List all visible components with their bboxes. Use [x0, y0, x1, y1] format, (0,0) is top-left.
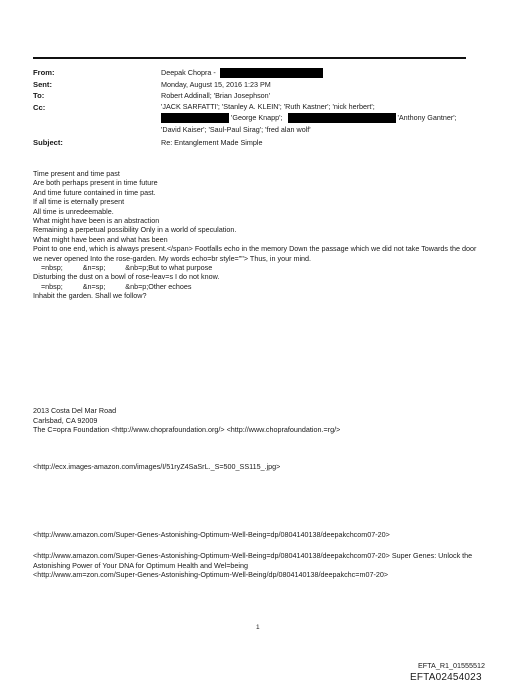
- redaction-bar: [220, 68, 323, 78]
- from-value: [161, 68, 323, 78]
- signature-block: [33, 406, 340, 435]
- sent-label: Sent:: [33, 80, 52, 89]
- cc-line-2: [161, 113, 457, 123]
- amazon-link-3: <http://www.am=zon.com/Super-Genes-Astonishing-Optimum-Well-Being/dp/0804140138/deepakchc=m07-20>: [33, 570, 389, 579]
- body-line: Disturbing the dust on a bowl of rose-leav=s I do not know.: [33, 272, 220, 282]
- to-label: To:: [33, 91, 45, 100]
- image-link: <http://ecx.images-amazon.com/images/I/51ryZ4SaSrL._S=500_SS115_.jpg>: [33, 462, 281, 471]
- body-line: If all time is eternally present: [33, 197, 125, 207]
- message-body: [33, 169, 483, 301]
- header-rule: [33, 57, 466, 59]
- body-line: Are both perhaps present in time future: [33, 178, 158, 188]
- body-line: All time is unredeemable.: [33, 206, 114, 216]
- efta-stamp-small: EFTA_R1_01555512: [418, 661, 485, 670]
- efta-stamp-large: EFTA02454023: [410, 672, 482, 683]
- from-label: From:: [33, 68, 55, 77]
- body-line: What might have been is an abstraction: [33, 216, 160, 226]
- from-name: Deepak Chopra -: [161, 68, 216, 77]
- cc-line-3: 'David Kaiser'; 'Saul-Paul Sirag'; 'fred alan wolf': [161, 125, 311, 134]
- cc-george: 'George Knapp';: [231, 113, 283, 122]
- body-line: Time present and time past: [33, 169, 120, 178]
- cc-label: Cc:: [33, 103, 46, 112]
- subject-value: Re: Entanglement Made Simple: [161, 138, 263, 147]
- body-line: =nbsp; &n=sp; &nb=p;Other echoes: [33, 281, 192, 291]
- body-line: Inhabit the garden. Shall we follow?: [33, 291, 147, 301]
- subject-label: Subject:: [33, 138, 63, 147]
- body-line: Remaining a perpetual possibility Only in a world of speculation.: [33, 225, 237, 235]
- body-line: What might have been and what has been: [33, 234, 168, 244]
- address-line: Carlsbad, CA 92009: [33, 415, 98, 425]
- amazon-link-2: <http://www.amazon.com/Super-Genes-Astonishing-Optimum-Well-Being=dp/0804140138/deepakchcom07-20> Super Genes: Unlock the Astonishing Power of Your DNA for Optimum Health and Wel=being: [33, 551, 473, 570]
- body-line: And time future contained in time past.: [33, 187, 156, 197]
- cc-anthony: 'Anthony Gantner';: [397, 113, 457, 122]
- amazon-link-1: <http://www.amazon.com/Super-Genes-Astonishing-Optimum-Well-Being=dp/0804140138/deepakchcom07-20>: [33, 530, 390, 539]
- body-line: =nbsp; &n=sp; &nb=p;But to what purpose: [33, 263, 213, 273]
- foundation-line: The C=opra Foundation <http://www.choprafoundation.org/> <http://www.choprafoundation.=rg/>: [33, 425, 341, 435]
- redaction-bar: [161, 113, 229, 123]
- address-line: 2013 Costa Del Mar Road: [33, 406, 117, 415]
- cc-line-1: 'JACK SARFATTI'; 'Stanley A. KLEIN'; 'Ruth Kastner'; 'nick herbert';: [161, 102, 375, 111]
- body-line: Point to one end, which is always present.</span> Footfalls echo in the memory Down the passage which we did not take Towards the door we never opened Into the rose-garden. My words echo=br style=""> Thus, in your mind.: [33, 244, 477, 263]
- sent-value: Monday, August 15, 2016 1:23 PM: [161, 80, 271, 89]
- page-number: 1: [256, 624, 260, 631]
- redaction-bar: [288, 113, 396, 123]
- to-value: Robert Addinall; 'Brian Josephson': [161, 91, 271, 100]
